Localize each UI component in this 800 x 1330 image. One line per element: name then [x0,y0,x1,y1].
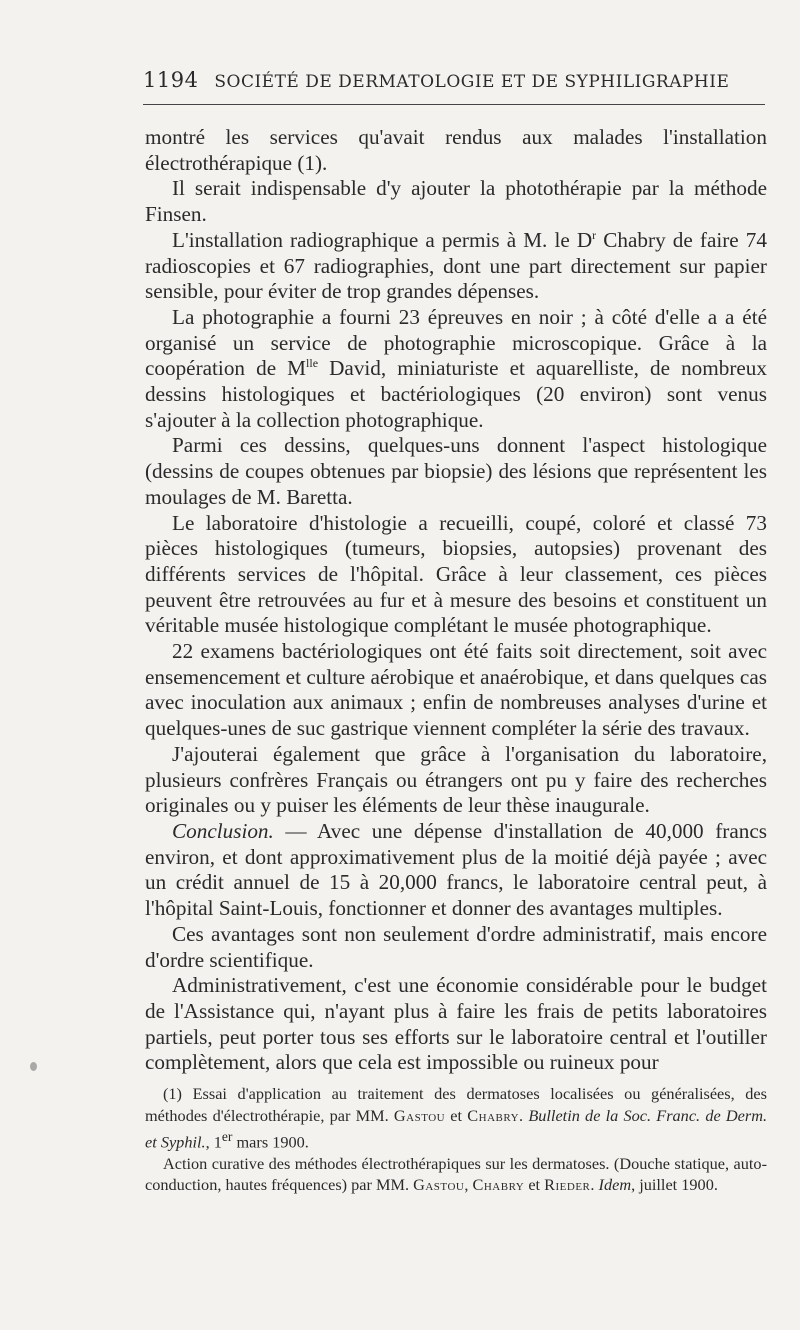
running-title: SOCIÉTÉ DE DERMATOLOGIE ET DE SYPHILIGRAPHIE [214,72,730,92]
conclusion-label: Conclusion. [172,818,274,843]
conclusion-paragraph: Conclusion. — Avec une dépense d'installation de 40,000 francs environ, et dont approximativement plus de la moitié déjà payée ; avec un crédit annuel de 15 à 20,000 francs, le laboratoire central peut, à l'hôpital Saint-Louis, fonctionner et donner des avantages multiples. [145,818,767,921]
running-header [143,68,765,92]
page-number: 1194 [143,68,199,92]
body-text [145,125,767,1076]
footnote-1: (1) Essai d'application au traitement des dermatoses localisées ou généralisées, des méthodes d'électrothérapie, par MM. Gastou et Chabry. Bulletin de la Soc. Franc. de Derm. et Syphil., 1er mars 1900. [145,1084,768,1152]
footnote-2: Action curative des méthodes électrothérapiques sur les dermatoses. (Douche statique, auto-conduction, hautes fréquences) par MM. Gastou, Chabry et Rieder. Idem, juillet 1900. [145,1153,767,1195]
paragraph: Ces avantages sont non seulement d'ordre administratif, mais encore d'ordre scientifique. [145,921,767,972]
paragraph: L'installation radiographique a permis à M. le $D^r$ Chabry de faire 74 radioscopies et 67 radiographies, dont une part directement sur papier sensible, pour éviter de trop grandes dépenses. [145,227,767,304]
paragraph: Il serait indispensable d'y ajouter la photothérapie par la méthode Finsen. [145,176,767,227]
footnotes [145,1083,767,1196]
header-rule [143,104,765,105]
paragraph: La photographie a fourni 23 épreuves en noir ; à côté d'elle a a été organisé un service de photographie microscopique. Grâce à la coopération de $M^{lle}$ David, miniaturiste et aquarelliste, de nombreux dessins histologiques et bactériologiques (20 environ) sont venus s'ajouter à la collection photographique. [145,304,767,432]
ink-spot [30,1062,37,1071]
paragraph: J'ajouterai également que grâce à l'organisation du laboratoire, plusieurs confrères Français ou étrangers ont pu y faire des recherches originales ou y puiser les éléments de leur thèse inaugurale. [145,741,767,818]
paragraph: montré les services qu'avait rendus aux malades l'installation électrothérapique (1). [145,125,767,175]
paragraph: 22 examens bactériologiques ont été faits soit directement, soit avec ensemencement et culture aérobique et anaérobique, et dans quelques cas avec inoculation aux animaux ; enfin de nombreuses analyses d'urine et quelques-unes de suc gastrique viennent compléter la série des travaux. [145,639,767,741]
paragraph: Parmi ces dessins, quelques-uns donnent l'aspect histologique (dessins de coupes obtenues par biopsie) des lésions que représentent les moulages de M. Baretta. [145,433,767,509]
paragraph: Le laboratoire d'histologie a recueilli, coupé, coloré et classé 73 pièces histologiques (tumeurs, biopsies, autopsies) provenant des différents services de l'hôpital. Grâce à leur classement, ces pièces peuvent être retrouvées au fur et à mesure des besoins et constituent un véritable musée histologique complétant le musée photographique. [145,510,767,638]
paragraph: Administrativement, c'est une économie considérable pour le budget de l'Assistance qui, n'ayant plus à faire les frais de petits laboratoires partiels, peut porter tous ses efforts sur le laboratoire central et l'outiller complètement, alors que cela est impossible ou ruineux pour [145,973,767,1075]
